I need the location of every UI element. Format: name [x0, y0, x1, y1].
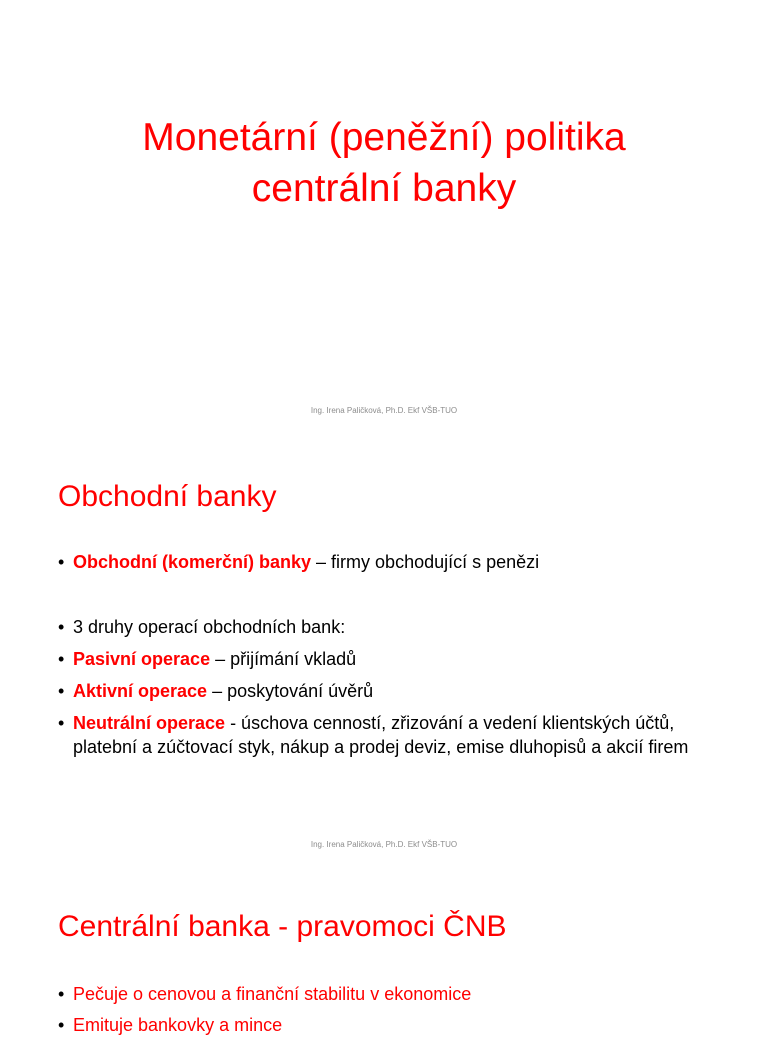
bullet-text: – poskytování úvěrů [207, 681, 374, 701]
slide-2-footer: Ing. Irena Paličková, Ph.D. Ekf VŠB-TUO [310, 840, 458, 849]
bullet-item [58, 615, 718, 639]
slide-2-bullet-list-b [58, 615, 718, 759]
bullet-item [58, 982, 718, 1006]
bullet-text: 3 druhy operací obchodních bank: [73, 617, 346, 637]
bullet-item [58, 647, 718, 671]
slide-2 [0, 432, 768, 864]
bullet-term: Aktivní operace [73, 681, 208, 701]
slide-3 [0, 864, 768, 1035]
slide-2-title: Obchodní banky [58, 480, 277, 513]
bullet-item [58, 550, 718, 574]
slide-3-title: Centrální banka - pravomoci ČNB [58, 910, 507, 943]
bullet-term: Neutrální operace [73, 713, 226, 733]
bullet-text: Emituje bankovky a mince [73, 1015, 283, 1035]
bullet-item [58, 711, 718, 759]
bullet-term: Pasivní operace [73, 649, 211, 669]
slide-1-footer: Ing. Irena Paličková, Ph.D. Ekf VŠB-TUO [310, 406, 458, 415]
slide-1-title [0, 112, 768, 214]
bullet-term: Obchodní (komerční) banky [73, 552, 312, 572]
bullet-text: - úschova cenností, zřizování a vedení klientských účtů, platební a zúčtovací styk, nákup a prodej deviz, emise dluhopisů a akcií firem [73, 713, 689, 757]
slide-2-bullet-list-a [58, 550, 718, 574]
slide-1-title-line-1: Monetární (peněžní) politika [142, 116, 626, 159]
bullet-text: Pečuje o cenovou a finanční stabilitu v ekonomice [73, 984, 472, 1004]
slide-1 [0, 0, 768, 432]
bullet-text: – přijímání vkladů [210, 649, 357, 669]
bullet-item [58, 679, 718, 703]
bullet-text: – firmy obchodující s penězi [311, 552, 540, 572]
slide-3-bullet-list [58, 982, 718, 1037]
slide-1-title-line-2: centrální banky [251, 167, 517, 210]
bullet-item [58, 1013, 718, 1037]
